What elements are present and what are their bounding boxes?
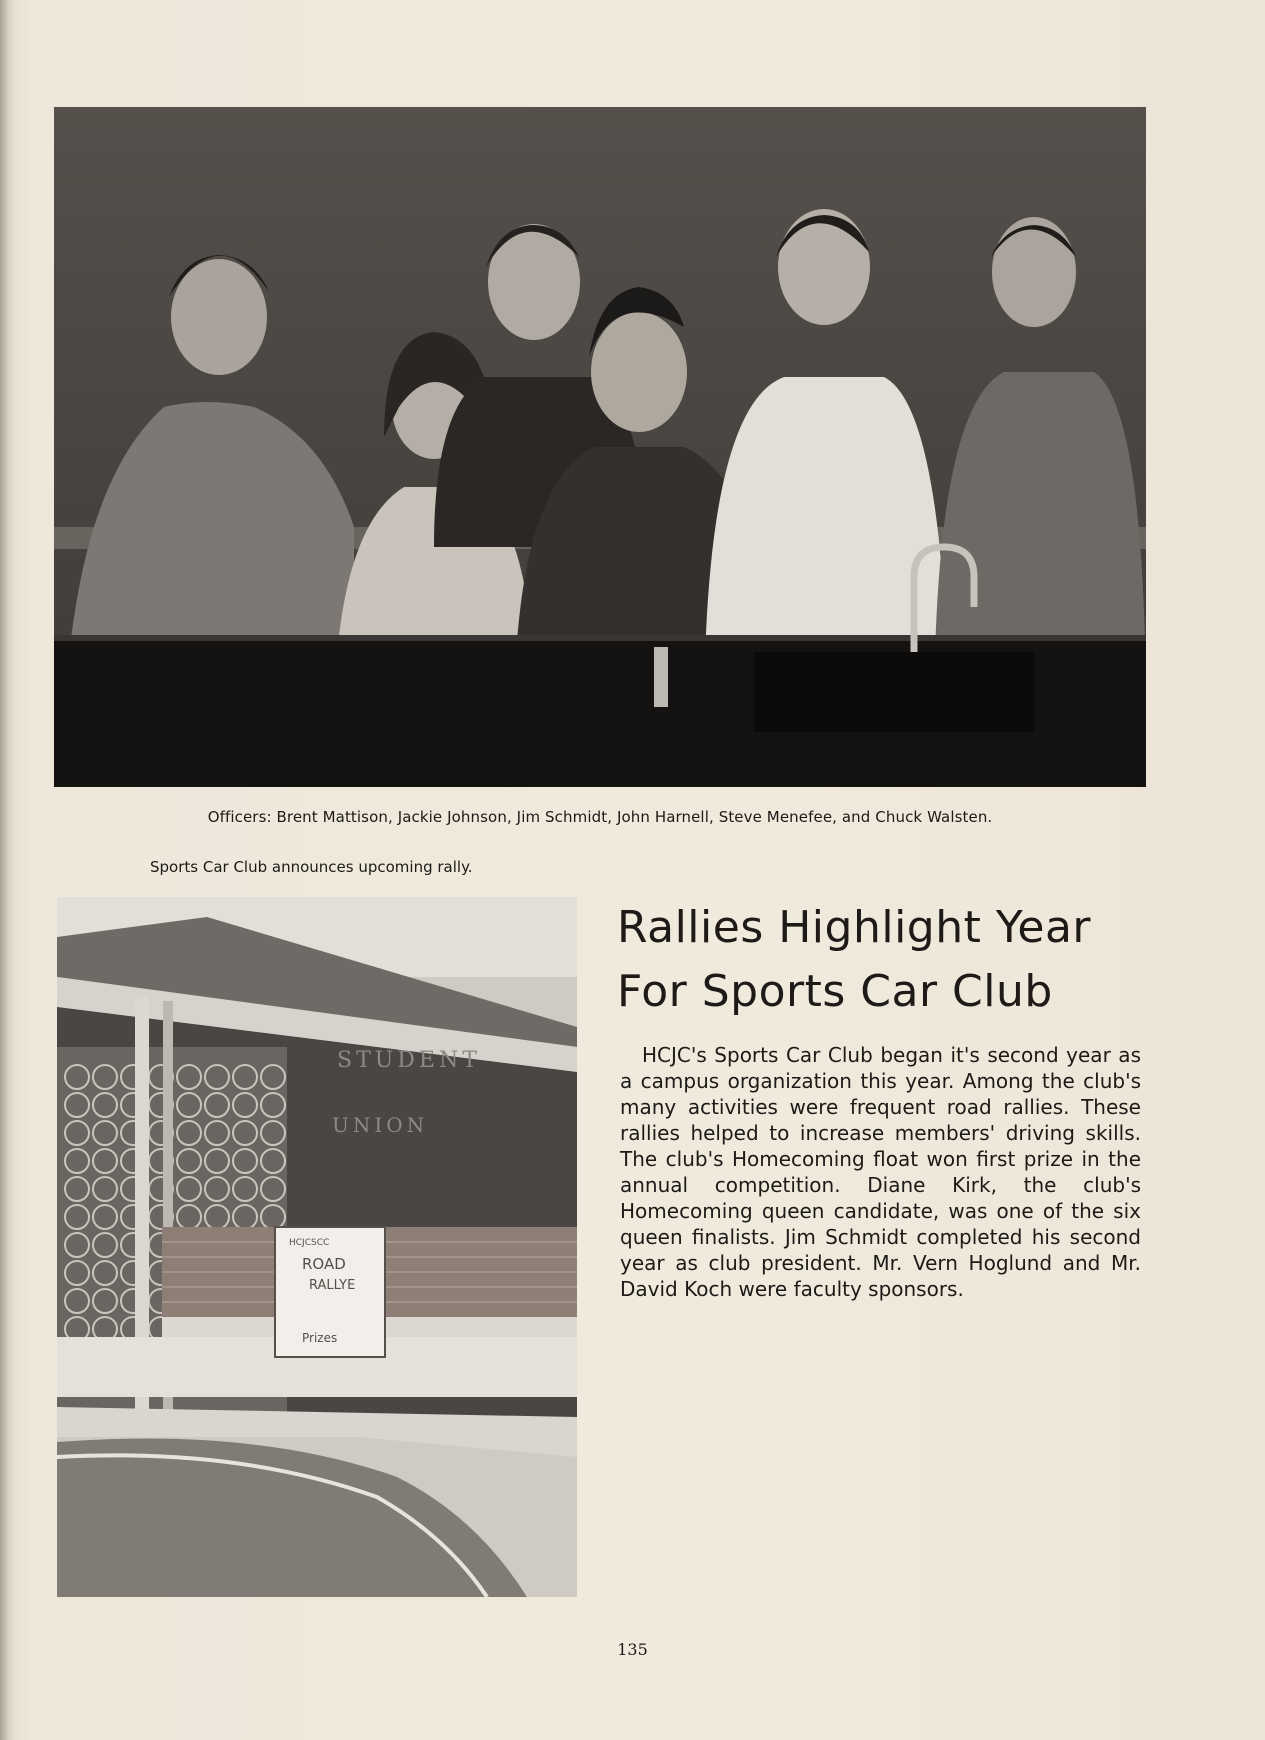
sign-line-3: RALLYE (309, 1278, 356, 1293)
article-body: HCJC's Sports Car Club began it's second year as a campus organization this year. Among the club's many activities were frequent road rallies. These rallies helped to increase members' driving skills. The club's Homecoming float won first prize in the annual competition. Diane Kirk, the club's Homecoming queen candidate, was one of the six queen finalists. Jim Schmidt completed his second year as club president. Mr. Vern Hoglund and Mr. David Koch were faculty sponsors. (620, 1043, 1141, 1301)
sign-line-1: HCJCSCC (289, 1238, 330, 1248)
sign-line-4: Prizes (302, 1331, 338, 1345)
sign-line-2: ROAD (302, 1255, 346, 1273)
headline-line-1: Rallies Highlight Year (617, 902, 1092, 953)
group-photo-icon (54, 107, 1146, 787)
headline-line-2: For Sports Car Club (617, 966, 1053, 1017)
article-headline (617, 896, 1177, 1024)
building-letters-union: UNION (332, 1113, 429, 1137)
binding-shadow (0, 0, 14, 1740)
officers-caption: Officers: Brent Mattison, Jackie Johnson, Jim Schmidt, John Harnell, Steve Menefee, and Chuck Walsten. (207, 808, 993, 826)
building-letters-student: STUDENT (337, 1048, 481, 1073)
student-union-photo (57, 897, 577, 1597)
building-photo-icon (57, 897, 577, 1597)
rally-caption: Sports Car Club announces upcoming rally. (150, 858, 473, 876)
page-number: 135 (617, 1640, 648, 1659)
officers-group-photo (54, 107, 1146, 787)
